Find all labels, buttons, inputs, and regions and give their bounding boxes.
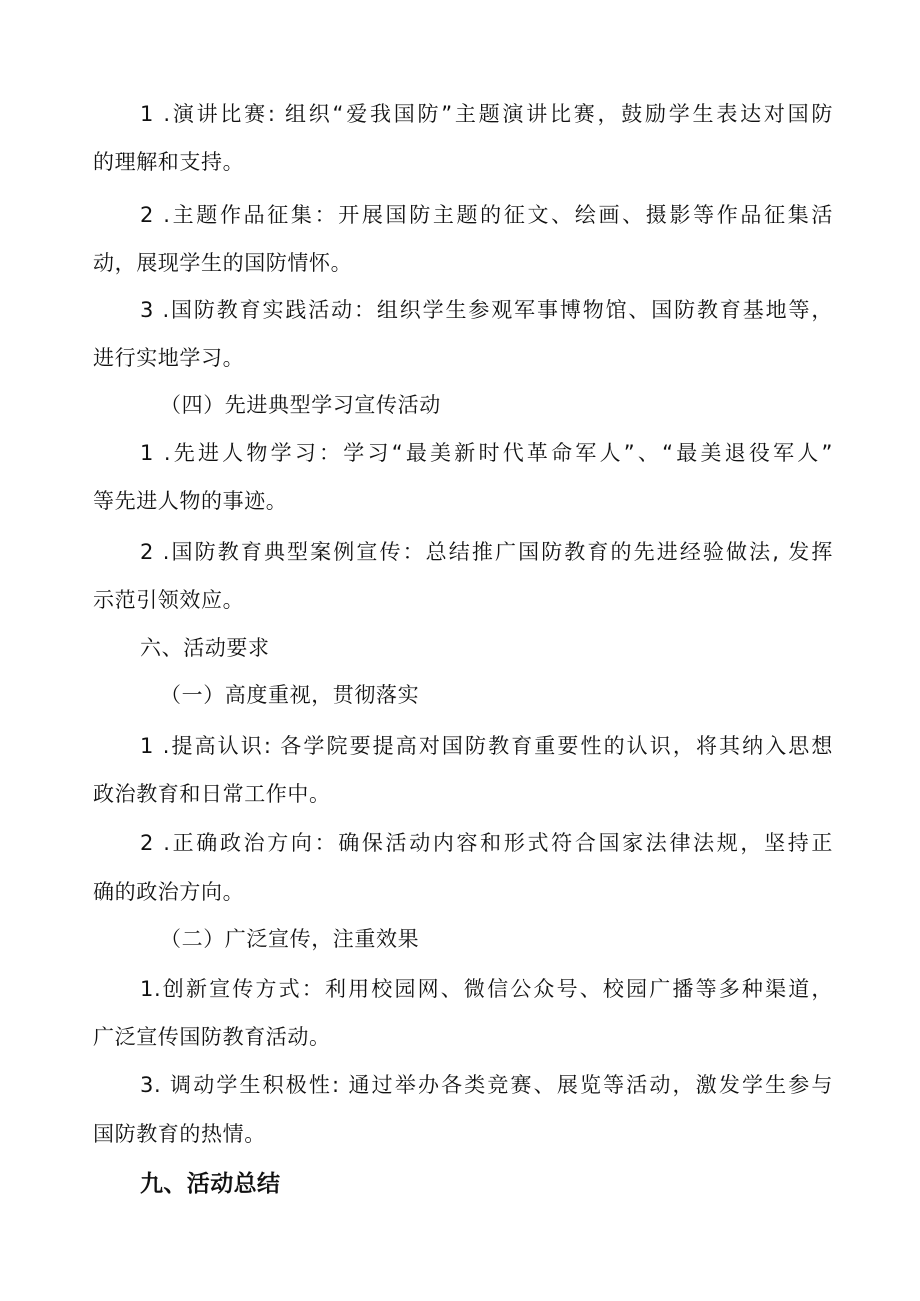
paragraph-line: 政治教育和日常工作中。 [93, 782, 331, 806]
section-heading: （一）高度重视，贯彻落实 [160, 683, 420, 707]
paragraph-line: 确的政治方向。 [93, 880, 245, 904]
paragraph-line: 1 .提高认识: 各学院要提高对国防教育重要性的认识，将其纳入思想 [140, 734, 833, 758]
paragraph-line: 1 .先进人物学习：学习“最美新时代革命军人”、“最美退役军人” [140, 441, 833, 465]
section-heading: （四）先进典型学习宣传活动 [160, 393, 441, 417]
paragraph-line: 进行实地学习。 [93, 346, 245, 370]
paragraph-line: 3. 调动学生积极性: 通过举办各类竞赛、展览等活动，激发学生参与 [140, 1073, 833, 1097]
paragraph-line: 示范引领效应。 [93, 588, 245, 612]
paragraph-line: 1 .演讲比赛: 组织“爱我国防”主题演讲比赛，鼓励学生表达对国防 [140, 102, 833, 126]
chapter-heading: 九、活动总结 [140, 1171, 281, 1197]
paragraph-line: 动，展现学生的国防情怀。 [93, 251, 353, 275]
paragraph-line: 的理解和支持。 [93, 150, 245, 174]
section-heading: （二）广泛宣传，注重效果 [160, 927, 420, 951]
paragraph-line: 国防教育的热情。 [93, 1122, 266, 1146]
paragraph-line: 2 .正确政治方向：确保活动内容和形式符合国家法律法规，坚持正 [140, 831, 833, 855]
paragraph-line: 2 .国防教育典型案例宣传：总结推广国防教育的先进经验做法, 发挥 [140, 540, 833, 564]
paragraph-line: 3 .国防教育实践活动：组织学生参观军事博物馆、国防教育基地等， [140, 298, 833, 322]
section-heading: 六、活动要求 [140, 636, 270, 660]
paragraph-line: 广泛宣传国防教育活动。 [93, 1025, 331, 1049]
paragraph-line: 1.创新宣传方式：利用校园网、微信公众号、校园广播等多种渠道， [140, 977, 833, 1001]
paragraph-line: 2 .主题作品征集：开展国防主题的征文、绘画、摄影等作品征集活 [140, 203, 833, 227]
paragraph-line: 等先进人物的事迹。 [93, 489, 288, 513]
